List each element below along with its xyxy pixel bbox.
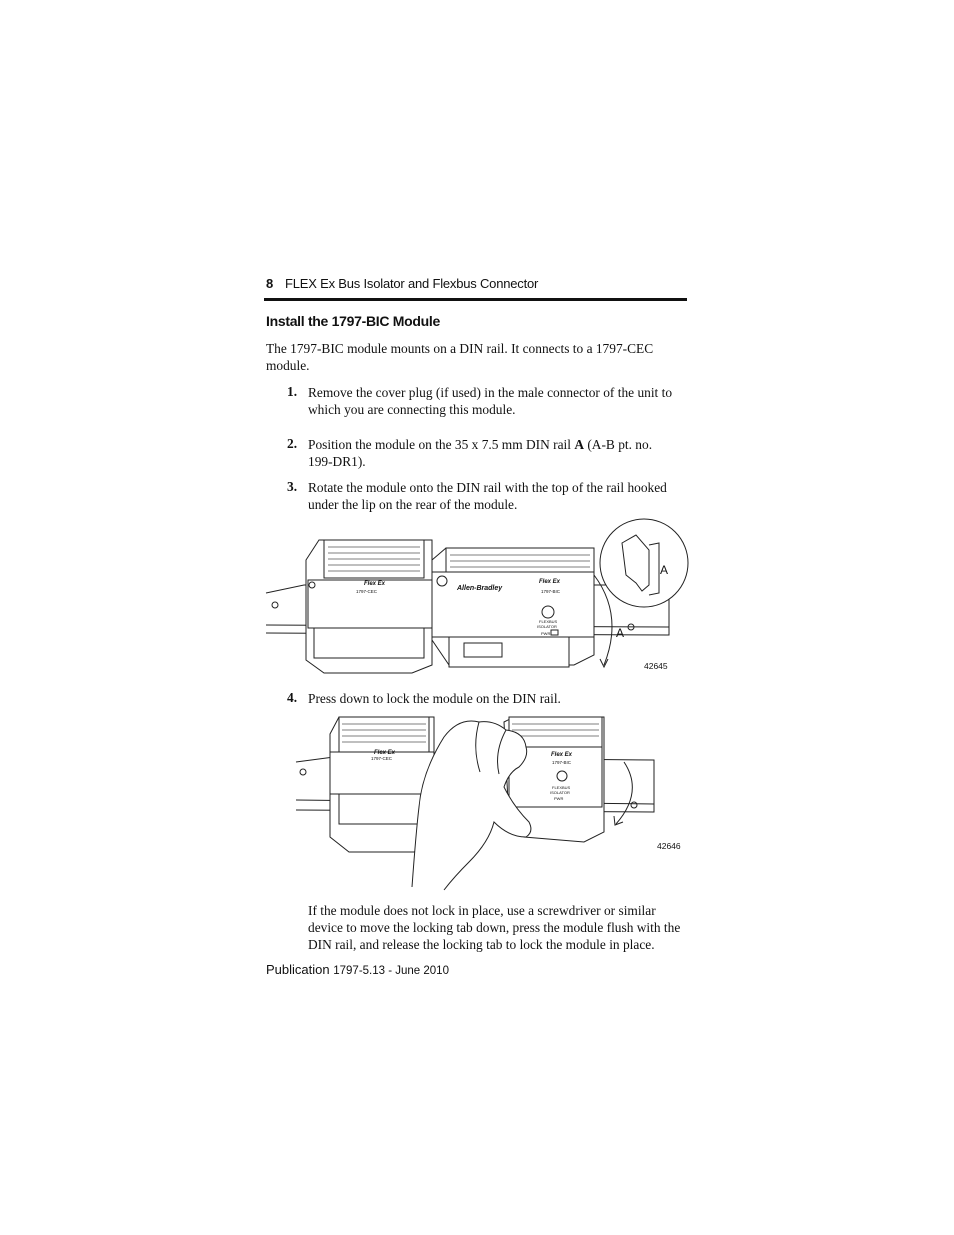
fig1-module-text-3: PWR — [541, 631, 551, 636]
footer-publication: 1797-5.13 - June 2010 — [333, 965, 449, 977]
step-2-text-b: (A-B pt. no. 199-DR1). — [308, 437, 653, 469]
fig2-bic-logo: Flex Ex — [551, 752, 573, 758]
step-1-text: Remove the cover plug (if used) in the male connector of the unit to which you are connecting this module. — [308, 385, 673, 417]
lock-note-paragraph: If the module does not lock in place, use a screwdriver or similar device to move the locking tab down, press the module flush with the DIN rail, and release the locking tab to lock the module in place. — [308, 903, 681, 952]
step-4-number: 4. — [287, 690, 298, 705]
footer — [266, 962, 449, 977]
fig1-cec-label: 1797-CEC — [356, 589, 378, 594]
fig1-bic-logo: Flex Ex — [539, 579, 561, 585]
fig2-module-text-2: ISOLATOR — [550, 790, 570, 795]
fig1-bic-label: 1797-BIC — [541, 589, 561, 594]
fig1-module-text-1: FLEXBUS — [539, 619, 558, 624]
step-2-text — [308, 436, 668, 470]
intro-paragraph: The 1797-BIC module mounts on a DIN rail. It connects to a 1797-CEC module. — [266, 341, 654, 373]
fig2-module-text-3: PWR — [554, 796, 564, 801]
step-2-number: 2. — [287, 436, 298, 451]
step-4-text: Press down to lock the module on the DIN rail. — [308, 691, 561, 706]
callout-a-rail: A — [616, 626, 625, 640]
fig2-cec-label: 1797-CEC — [371, 756, 393, 761]
page-number: 8 — [266, 276, 274, 291]
running-header-title: FLEX Ex Bus Isolator and Flexbus Connector — [285, 276, 539, 291]
step-3-text: Rotate the module onto the DIN rail with the top of the rail hooked under the lip on the rear of the module. — [308, 480, 667, 512]
footer-label: Publication — [266, 962, 330, 977]
fig2-bic-label: 1797-BIC — [552, 760, 572, 765]
step-1-number: 1. — [287, 384, 298, 399]
figure-2-id: 42646 — [657, 841, 681, 851]
fig2-cec-logo: Flex Ex — [374, 750, 396, 756]
fig1-module-text-2: ISOLATOR — [537, 624, 557, 629]
fig2-module-text-1: FLEXBUS — [552, 785, 571, 790]
callout-a-detail: A — [660, 563, 669, 577]
figure-din-rail-install — [264, 515, 694, 680]
figure-press-down — [294, 712, 694, 892]
figure-1-id: 42645 — [644, 661, 668, 671]
fig1-brand: Allen-Bradley — [457, 585, 503, 592]
header-rule — [264, 298, 687, 301]
section-title: Install the 1797-BIC Module — [266, 313, 440, 329]
step-2-text-a: Position the module on the 35 x 7.5 mm DIN rail — [308, 437, 575, 452]
fig1-cec-logo: Flex Ex — [364, 581, 386, 587]
step-3-number: 3. — [287, 479, 298, 494]
step-2-bold-a: A — [574, 437, 584, 452]
